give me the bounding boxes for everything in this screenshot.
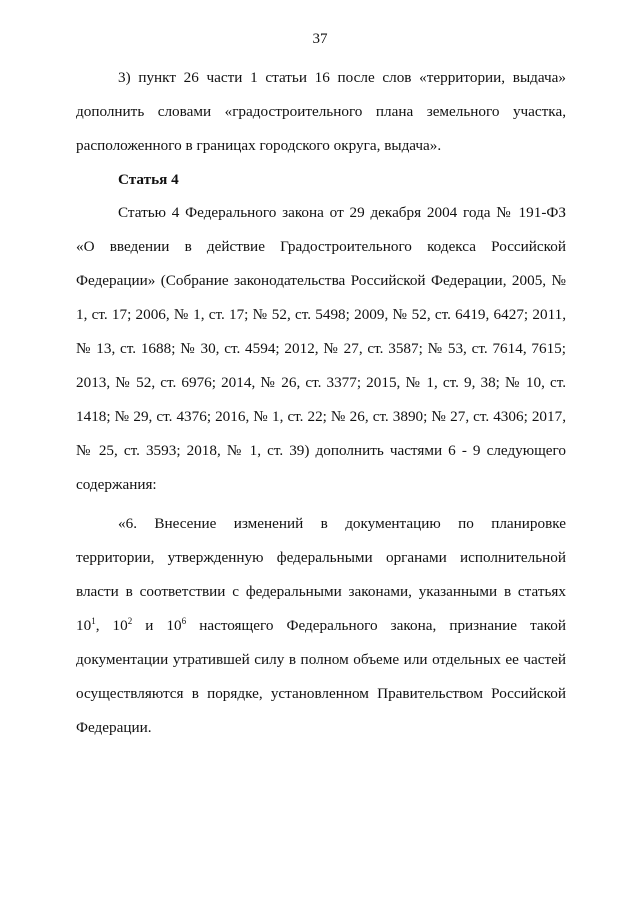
superscript-6: 6 xyxy=(181,615,187,626)
part-6-text xyxy=(76,507,566,745)
item-3-text: 3) пункт 26 части 1 статьи 16 после слов «территории, выдача» дополнить словами «градостроительного плана земельного участка, расположенного в границах городского округа, выдача». xyxy=(76,69,566,154)
part-6-paragraph xyxy=(76,507,566,745)
article-4-heading: Статья 4 xyxy=(118,171,179,188)
page-number: 37 xyxy=(312,31,328,47)
part-6-sep-1: , 10 xyxy=(95,617,128,634)
item-3-paragraph xyxy=(76,61,566,163)
part-6-sep-2: и 10 xyxy=(132,617,182,634)
superscript-1: 1 xyxy=(91,615,96,626)
article-4-paragraph xyxy=(76,196,566,502)
article-4-text: Статью 4 Федерального закона от 29 декабря 2004 года № 191-ФЗ «О введении в действие Градостроительного кодекса Российской Федерации» (Собрание законодательства Российской Федерации, 2005, № 1, ст. 17; 2006, № 1, ст. 17; № 52, ст. 5498; 2009, № 52, ст. 6419, 6427; 2011, № 13, ст. 1688; № 30, ст. 4594; 2012, № 27, ст. 3587; № 53, ст. 7614, 7615; 2013, № 52, ст. 6976; 2014, № 26, ст. 3377; 2015, № 1, ст. 9, 38; № 10, ст. 1418; № 29, ст. 4376; 2016, № 1, ст. 22; № 26, ст. 3890; № 27, ст. 4306; 2017, № 25, ст. 3593; 2018, № 1, ст. 39) дополнить частями 6 - 9 следующего содержания: xyxy=(76,204,566,493)
part-6-text-a: «6. Внесение изменений в документацию по планировке территории, утвержденную федеральными органами исполнительной власти в соответствии с федеральными законами, указанными в статьях 10 xyxy=(76,515,566,634)
part-6-text-b: настоящего Федерального закона, признание такой документации утратившей силу в полном объеме или отдельных ее частей осуществляются в порядке, установленном Правительством Российской Федерации. xyxy=(76,617,566,736)
superscript-2: 2 xyxy=(127,615,133,626)
